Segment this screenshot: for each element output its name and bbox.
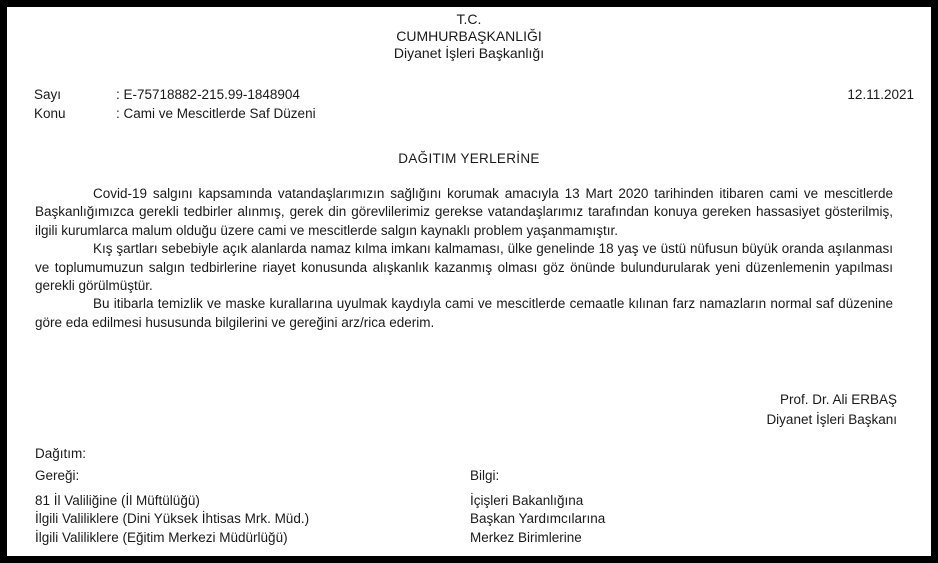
document-page (7, 7, 931, 556)
konu-label: Konu (34, 106, 66, 121)
signature-block (766, 390, 897, 430)
geregi-item: İlgili Valiliklere (Eğitim Merkezi Müdürlüğü) (35, 529, 288, 545)
paragraph-2: Kış şartları sebebiyle açık alanlarda namaz kılma imkanı kalmaması, ülke genelinde 18 yaş ve üstü nüfusun büyük oranda aşılanması ve toplumumuzun salgın tedbirlerine riayet konusunda alışkanlık kazanmış olması göz önünde bulundurularak yeni düzenlemenin yapılması gerekli görülmüştür. (35, 241, 893, 294)
geregi-item: İlgili Valiliklere (Dini Yüksek İhtisas Mrk. Müd.) (35, 511, 310, 526)
geregi-item: 81 İl Valiliğine (İl Müftülüğü) (35, 492, 200, 508)
document-body (35, 185, 893, 332)
header-presidency: CUMHURBAŞKANLIĞI (396, 28, 542, 44)
document-header (7, 11, 931, 62)
paragraph-1: Covid-19 salgını kapsamında vatandaşlarımızın sağlığını korumak amacıyla 13 Mart 2020 tarihinden itibaren cami ve mescitlerde Başkanlığımızca gerekli tedbirler alınmış, gerek din görevlilerimiz gerekse vatandaşlarımız tarafından konuya gereken hassasiyet gösterilmiş, ilgili kurumlarca malum olduğu üzere cami ve mescitlerde salgın kaynaklı problem yaşanmamıştır. (35, 186, 893, 238)
geregi-label: Gereği: (35, 468, 80, 483)
konu-value: : Cami ve Mescitlerde Saf Düzeni (116, 106, 316, 121)
bilgi-item: İçişleri Bakanlığına (470, 492, 584, 508)
header-tc: T.C. (456, 11, 482, 27)
sayi-value: : E-75718882-215.99-1848904 (116, 87, 300, 102)
paragraph-3: Bu itibarla temizlik ve maske kurallarına uyulmak kaydıyla cami ve mescitlerde cemaatle kılınan farz namazların normal saf düzenine göre eda edilmesi hususunda bilgilerini ve gereğini arz/rica ederim. (35, 296, 893, 330)
header-directorate: Diyanet İşleri Başkanlığı (393, 45, 545, 61)
signatory-name: Prof. Dr. Ali ERBAŞ (779, 392, 897, 407)
distribution-title: Dağıtım: (35, 446, 87, 461)
konu-row (34, 104, 914, 123)
document-date: 12.11.2021 (847, 87, 914, 102)
bilgi-label: Bilgi: (470, 468, 500, 483)
sayi-row (34, 85, 914, 104)
signatory-position: Diyanet İşleri Başkanı (766, 412, 897, 427)
bilgi-item: Başkan Yardımcılarına (470, 511, 606, 526)
bilgi-item: Merkez Birimlerine (470, 529, 582, 545)
sayi-label: Sayı (34, 87, 62, 102)
bilgi-column (470, 467, 605, 547)
geregi-column (35, 467, 309, 547)
document-meta (34, 85, 914, 123)
distribution-title-block (35, 445, 86, 467)
document-title: DAĞITIM YERLERİNE (398, 151, 540, 166)
